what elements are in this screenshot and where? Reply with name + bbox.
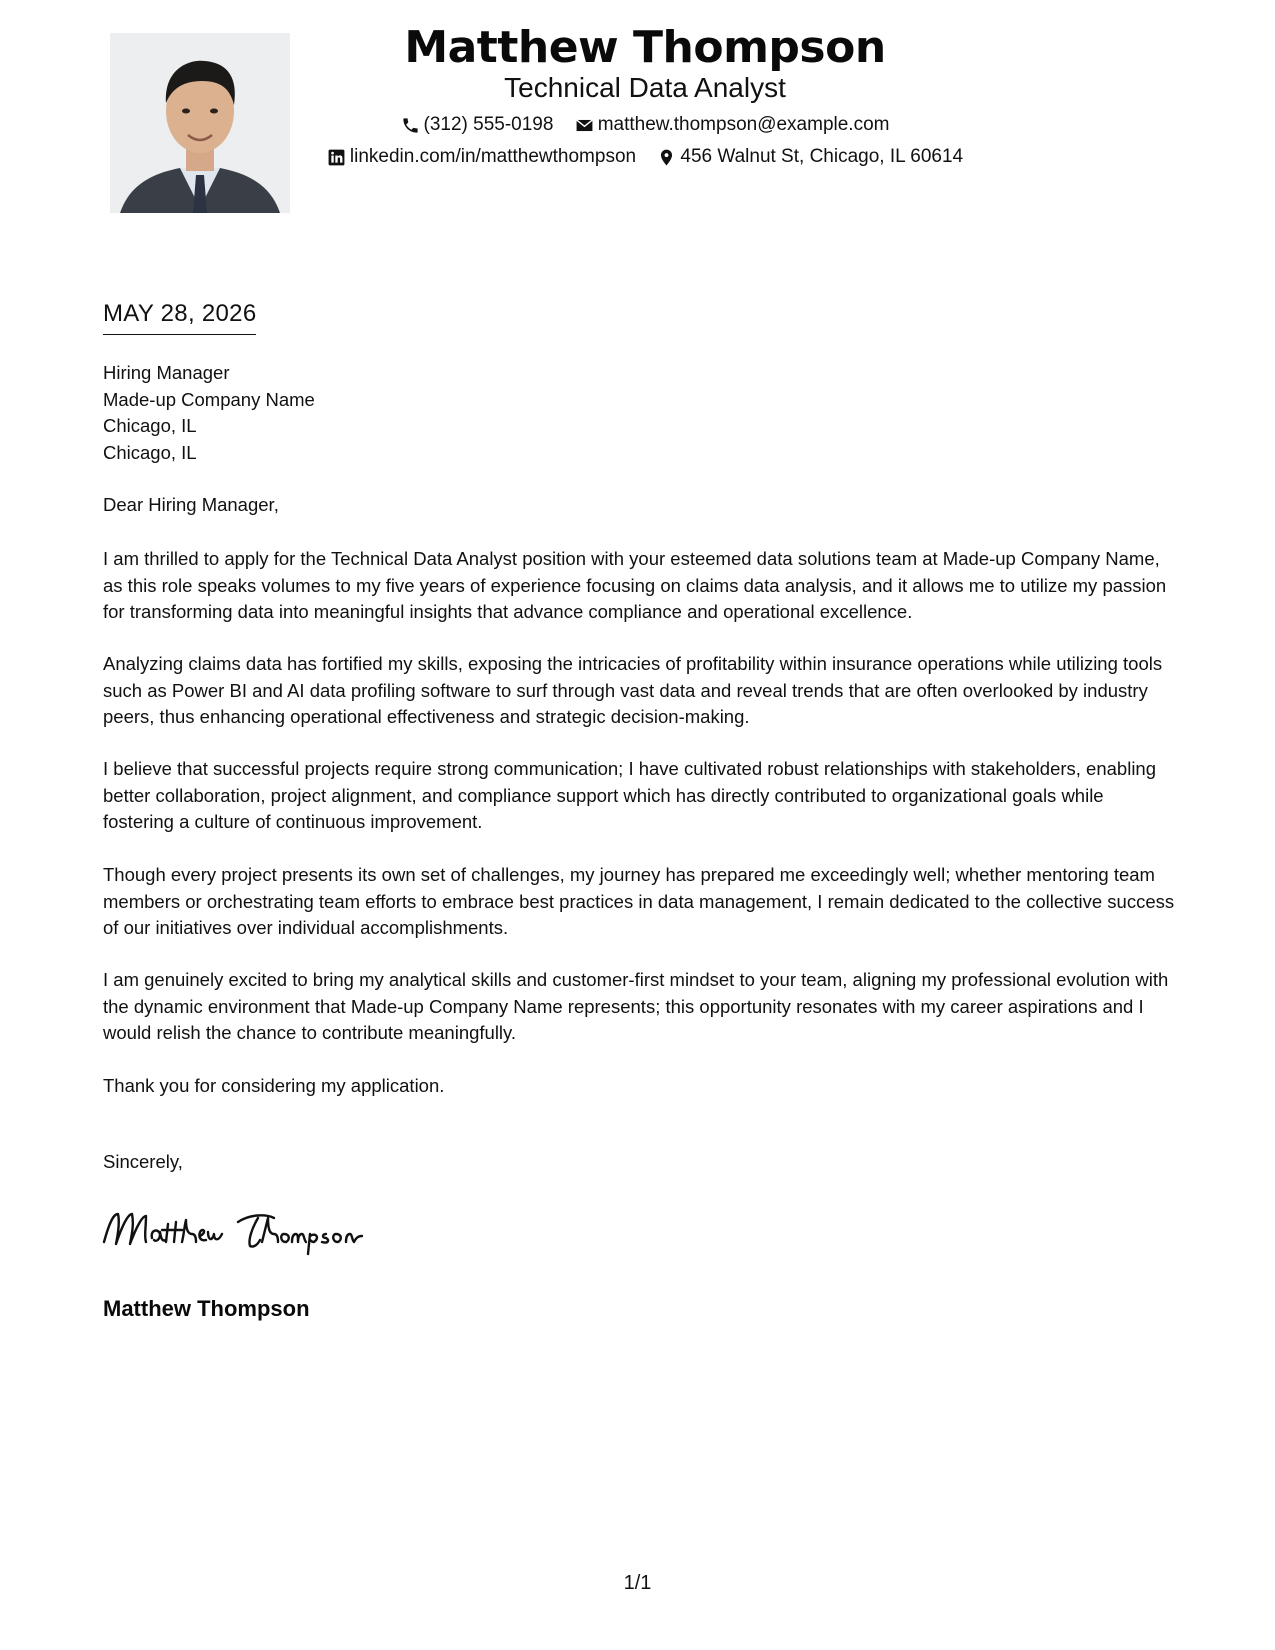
signer-name: Matthew Thompson [103, 1296, 310, 1321]
contact-email[interactable] [575, 114, 890, 136]
contact-row-primary [0, 114, 1275, 141]
body-paragraph: I am thrilled to apply for the Technical Data Analyst position with your esteemed data solutions team at Made-up Company Name, as this role speaks volumes to my five years of experience focusing on claims data analysis, and it allows me to utilize my passion for transforming data into meaningful insights that advance compliance and operational excellence. [103, 548, 1167, 622]
map-pin-icon [657, 148, 676, 167]
body-paragraph: Though every project presents its own set of challenges, my journey has prepared me exceedingly well; whether mentoring team members or orchestrating team efforts to embrace best practices in data management, I remain dedicated to the collective success of our initiatives over individual accomplishments. [103, 864, 1175, 938]
closing: Sincerely, [103, 1151, 183, 1172]
recipient-block [103, 360, 315, 466]
contact-row-secondary [0, 146, 1275, 173]
body-paragraph: I am genuinely excited to bring my analytical skills and customer-first mindset to your team, aligning my professional evolution with the dynamic environment that Made-up Company Name represents; this opportunity resonates with my career aspirations and I would relish the chance to contribute meaningfully. [103, 969, 1169, 1043]
contact-linkedin[interactable] [327, 146, 636, 168]
phone-text: (312) 555-0198 [423, 114, 554, 135]
body-paragraph: I believe that successful projects require strong communication; I have cultivated robust relationships with stakeholders, enabling better collaboration, project alignment, and compliance support which has directly contributed to organizational goals while fostering a culture of continuous improvement. [103, 758, 1157, 832]
recipient-line: Hiring Manager [103, 362, 230, 383]
candidate-role: Technical Data Analyst [504, 72, 786, 103]
contact-address [657, 146, 963, 168]
envelope-icon [575, 116, 594, 135]
recipient-line: Chicago, IL [103, 415, 197, 436]
body-paragraph: Analyzing claims data has fortified my skills, exposing the intricacies of profitability within insurance operations while utilizing tools such as Power BI and AI data profiling software to surf through vast data and reveal trends that are often overlooked by industry peers, thus enhancing operational effectiveness and strategic decision-making. [103, 653, 1163, 727]
email-text: matthew.thompson@example.com [597, 114, 890, 135]
page-indicator: 1/1 [623, 1572, 652, 1594]
phone-icon [401, 116, 420, 135]
handwritten-signature [100, 1200, 365, 1260]
recipient-line: Chicago, IL [103, 441, 197, 463]
linkedin-text: linkedin.com/in/matthewthompson [349, 146, 637, 167]
linkedin-icon [327, 148, 346, 167]
salutation: Dear Hiring Manager, [103, 494, 279, 515]
candidate-name: Matthew Thompson [404, 22, 886, 73]
contact-phone[interactable] [401, 114, 554, 136]
recipient-line: Made-up Company Name [103, 388, 315, 410]
address-text: 456 Walnut St, Chicago, IL 60614 [680, 146, 964, 167]
letter-date: MAY 28, 2026 [103, 300, 256, 335]
body-paragraph: Thank you for considering my application. [103, 1075, 445, 1096]
